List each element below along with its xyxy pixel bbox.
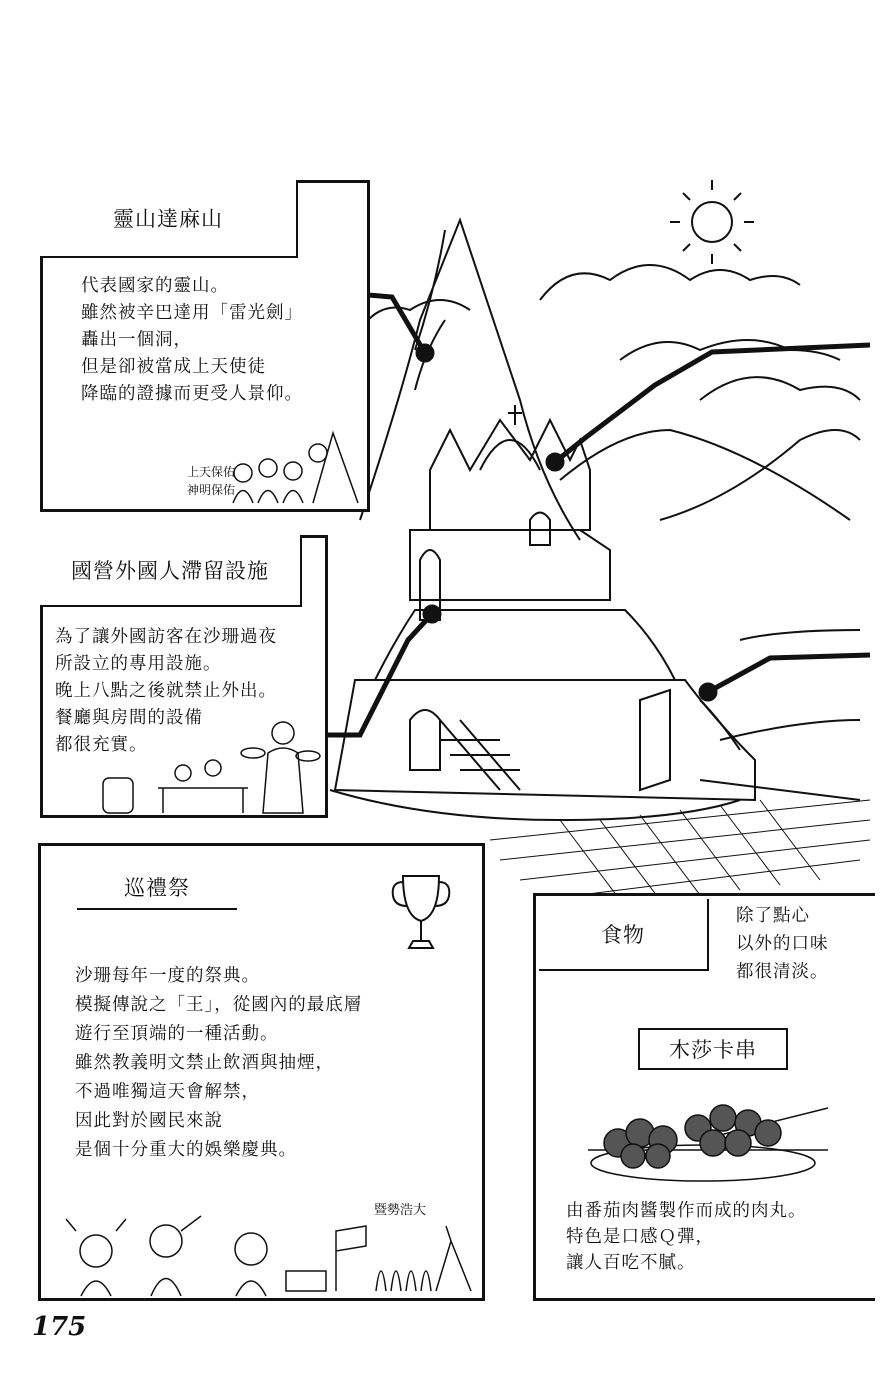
- parade-crowd-drawing: [56, 1211, 476, 1299]
- panel-food: [533, 893, 875, 1301]
- signature-text: 暨勢浩大: [374, 1203, 427, 1218]
- praying-people-drawing: [223, 423, 363, 508]
- panel-title: 國營外國人滯留設施: [40, 535, 302, 607]
- clouds: [360, 265, 860, 400]
- scribble-text: 上天保佑 神明保佑: [186, 465, 235, 497]
- dish-description: 由番茄肉醬製作而成的肉丸。 特色是口感Ｑ彈， 讓人百吃不膩。: [566, 1201, 807, 1273]
- page-number: 175: [32, 1312, 87, 1342]
- panel-festival: [38, 843, 485, 1301]
- pointer-lines: [326, 295, 870, 735]
- panel-body: 沙珊每年一度的祭典。 模擬傳說之「王」，從國內的最底層 遊行至頂端的一種活動。 雖然教義明文禁止飲酒與抽煙， 不過唯獨這天會解禁， 因此對於國民來說 是個十分重大的娛樂慶典。: [75, 966, 363, 1160]
- ground-hatching: [490, 800, 870, 900]
- meatball-skewer-drawing: [588, 1088, 838, 1188]
- panel-title: 靈山達麻山: [40, 180, 298, 258]
- trophy-icon: [391, 866, 451, 956]
- panel-title: 巡禮祭: [77, 866, 237, 910]
- panel-body: 代表國家的靈山。 雖然被辛巴達用「雷光劍」 轟出一個洞， 但是卻被當成上天使徒 降臨的證據而更受人景仰。: [81, 276, 303, 404]
- sun-icon: [670, 180, 754, 264]
- dining-scene-drawing: [98, 718, 323, 818]
- dish-title: 木莎卡串: [638, 1028, 788, 1070]
- food-note: 除了點心 以外的口味 都很清淡。: [736, 906, 829, 982]
- panel-foreigner-facility: [40, 535, 328, 818]
- panel-body: 為了讓外國訪客在沙珊過夜 所設立的專用設施。 晚上八點之後就禁止外出。 餐廳與房間的設備 都很充實。: [55, 627, 277, 755]
- mountain: [360, 220, 580, 540]
- hills: [560, 430, 860, 800]
- panel-sacred-mountain: [40, 180, 370, 512]
- panel-title: 食物: [539, 899, 709, 971]
